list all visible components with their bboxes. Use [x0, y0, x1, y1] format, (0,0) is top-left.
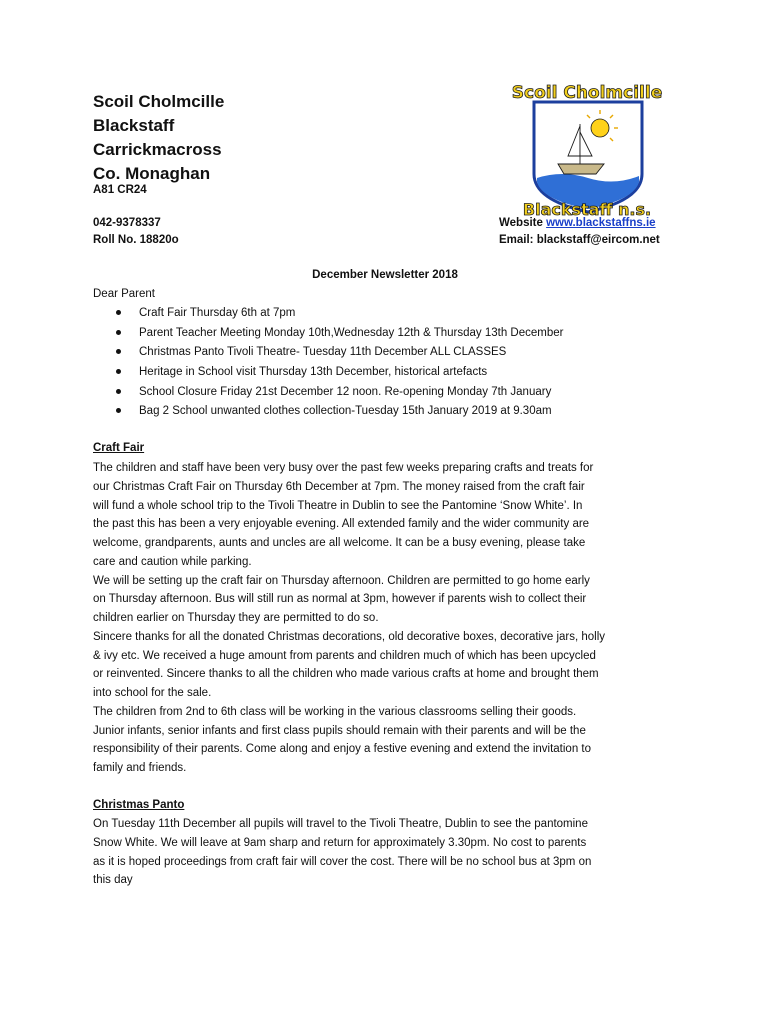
list-item: Christmas Panto Tivoli Theatre- Tuesday 11th December ALL CLASSES	[93, 345, 563, 365]
text-line: will fund a whole school trip to the Tivoli Theatre in Dublin to see the Pantomine ‘Snow White’. In	[93, 499, 583, 512]
list-item: School Closure Friday 21st December 12 noon. Re-opening Monday 7th January	[93, 385, 563, 405]
address-line-3: Co. Monaghan	[93, 164, 211, 183]
list-item: Heritage in School visit Thursday 13th December, historical artefacts	[93, 365, 563, 385]
christmas-panto-body	[93, 815, 683, 890]
text-line: Sincere thanks for all the donated Christmas decorations, old decorative boxes, decorative jars, holly	[93, 630, 606, 643]
bullet-icon	[116, 389, 121, 394]
craft-fair-heading: Craft Fair	[93, 442, 145, 454]
phone-number: 042-9378337	[93, 217, 161, 229]
eircode: A81 CR24	[93, 184, 147, 196]
craft-fair-body	[93, 459, 683, 778]
list-item: Bag 2 School unwanted clothes collection-Tuesday 15th January 2019 at 9.30am	[93, 404, 563, 424]
school-name: Scoil Cholmcille	[93, 92, 225, 111]
text-line: welcome, grandparents, aunts and uncles are all welcome. It can be a busy evening, please take	[93, 537, 586, 549]
school-address-block	[93, 90, 224, 186]
text-line: Junior infants, senior infants and first class pupils should remain with their parents and will be the	[93, 724, 586, 737]
text-line: We will be setting up the craft fair on Thursday afternoon. Children are permitted to go home early	[93, 574, 590, 587]
key-dates-list	[93, 306, 563, 424]
christmas-panto-heading: Christmas Panto	[93, 799, 185, 811]
text-line: as it is hoped proceedings from craft fair will cover the cost. There will be no school bus at 3pm on	[93, 855, 592, 868]
email-address: Email: blackstaff@eircom.net	[499, 234, 660, 246]
logo-top-text: Scoil Cholmcille	[511, 83, 663, 103]
website-link[interactable]: www.blackstaffns.ie	[546, 217, 656, 229]
text-line: responsibility of their parents. Come along and enjoy a festive evening and extend the invitation to	[93, 743, 592, 756]
bullet-icon	[116, 369, 121, 374]
text-line: the past this has been a very enjoyable evening. All extended family and the wider community are	[93, 518, 590, 531]
text-line: The children and staff have been very busy over the past few weeks preparing crafts and treats for	[93, 462, 594, 474]
text-line: Snow White. We will leave at 9am sharp and return for approximately 3.30pm. No cost to parents	[93, 836, 587, 849]
text-line: children earlier on Thursday they are permitted to do so.	[93, 612, 379, 624]
text-line: family and friends.	[93, 762, 187, 774]
address-line-2: Carrickmacross	[93, 140, 222, 159]
text-line: care and caution while parking.	[93, 555, 252, 568]
text-line: into school for the sale.	[93, 687, 212, 699]
website-line	[499, 217, 656, 229]
text-line: & ivy etc. We received a huge amount from parents and children much of which has been upcycled	[93, 649, 596, 662]
salutation: Dear Parent	[93, 288, 156, 300]
bullet-icon	[116, 408, 121, 413]
newsletter-title: December Newsletter 2018	[312, 269, 458, 281]
address-line-1: Blackstaff	[93, 116, 175, 135]
list-item: Parent Teacher Meeting Monday 10th,Wednesday 12th & Thursday 13th December	[93, 326, 563, 346]
text-line: or reinvented. Sincere thanks to all the children who made various crafts at home and brought them	[93, 668, 599, 681]
text-line: our Christmas Craft Fair on Thursday 6th December at 7pm. The money raised from the craft fair	[93, 480, 585, 493]
list-item: Craft Fair Thursday 6th at 7pm	[93, 306, 563, 326]
text-line: on Thursday afternoon. Bus will still run as normal at 3pm, however if parents wish to collect their	[93, 593, 587, 606]
text-line: this day	[93, 874, 133, 887]
text-line: The children from 2nd to 6th class will be working in the various classrooms selling their goods.	[93, 705, 577, 718]
bullet-icon	[116, 349, 121, 354]
bullet-icon	[116, 310, 121, 315]
text-line: On Tuesday 11th December all pupils will travel to the Tivoli Theatre, Dublin to see the pantomine	[93, 818, 588, 830]
website-label: Website	[499, 217, 547, 229]
logo-bottom-text: Blackstaff n.s.	[522, 200, 652, 216]
bullet-icon	[116, 330, 121, 335]
school-crest-logo	[496, 82, 678, 216]
roll-number: Roll No. 18820o	[93, 234, 179, 246]
